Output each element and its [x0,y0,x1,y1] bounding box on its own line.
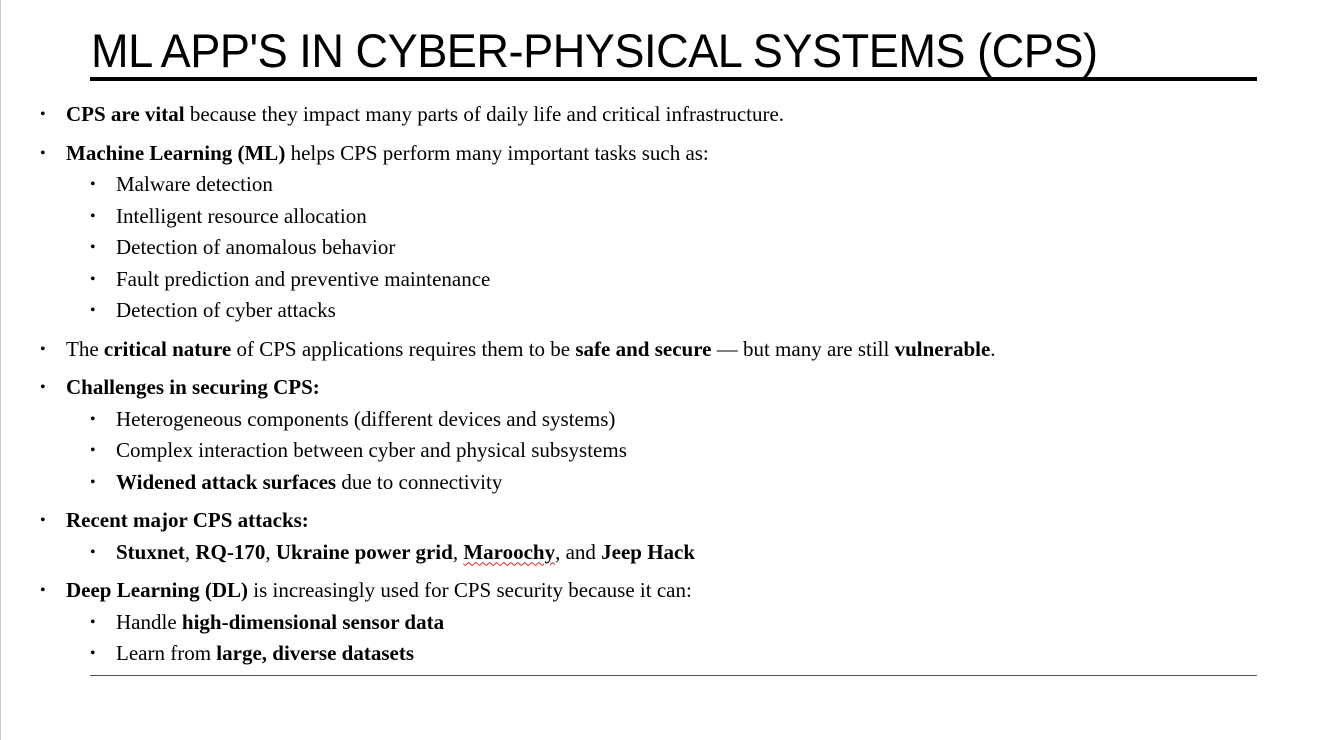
bold-text: Ukraine power grid [275,539,453,564]
bullet-item [40,372,1280,404]
bold-text: CPS are vital [66,102,185,126]
bullet-item [40,334,1280,366]
text-run: , [265,539,276,564]
text-run: Fault prediction and preventive maintenance [116,266,491,291]
sub-bullet-item [40,537,1280,569]
bullet-marker: • [40,144,46,162]
text-run: . [990,336,996,361]
text-run: is increasingly used for CPS security because it can: [248,578,692,602]
text-run: , [452,539,464,564]
bullet-item [40,575,1280,607]
bullet-marker: • [90,207,96,225]
bold-text: Jeep Hack [601,539,696,564]
text-run: Complex interaction between cyber and physical subsystems [116,438,627,462]
bullet-marker: • [40,106,46,123]
text-run: Intelligent resource allocation [116,203,367,228]
sub-bullet-item [40,232,1280,264]
text-run: because they impact many parts of daily life and critical infrastructure. [184,102,785,126]
text-run: — but many are still [711,336,895,361]
bullet-marker: • [90,239,96,256]
bullet-marker: • [40,379,46,396]
bold-text: vulnerable [894,336,991,361]
bullet-marker: • [90,543,96,561]
bold-text: Challenges in securing CPS: [66,375,320,399]
sub-bullet-item [40,295,1280,327]
bold-text: RQ-170 [195,539,266,564]
bullet-marker: • [40,582,46,599]
bullet-item [40,99,1280,131]
bullet-marker: • [40,512,46,529]
text-run: Detection of cyber attacks [116,298,336,322]
bullet-item [40,505,1280,537]
text-run: of CPS applications requires them to be [231,336,576,361]
sub-bullet-item [40,404,1280,436]
text-run: , [184,539,196,564]
text-run: Heterogeneous components (different devices and systems) [116,406,616,431]
sub-bullet-item [40,169,1280,201]
bottom-divider [90,675,1257,676]
sub-bullet-item [40,607,1280,639]
sub-bullet-item [40,201,1280,233]
bold-text: Stuxnet [116,539,185,564]
text-run: , and [555,539,602,564]
text-run: Detection of anomalous behavior [116,235,396,259]
bold-text: Deep Learning (DL) [66,578,248,602]
bullet-marker: • [90,270,96,288]
bullet-marker: • [90,645,96,662]
bullet-marker: • [90,442,96,459]
text-run: helps CPS perform many important tasks such as: [285,140,709,165]
bold-text: critical nature [103,336,232,361]
bold-text: large, diverse datasets [216,641,415,665]
bullet-marker: • [90,302,96,319]
sub-bullet-item [40,264,1280,296]
bullet-list [40,99,1280,670]
sub-bullet-item [40,467,1280,499]
bold-text: Maroochy [463,539,556,564]
text-run: Handle [116,609,182,634]
text-run: Malware detection [116,172,273,196]
bullet-item [40,138,1280,170]
bold-text: safe and secure [575,336,712,361]
bullet-marker: • [40,340,46,358]
slide-left-border [0,0,1,740]
slide-title: ML APP'S IN CYBER-PHYSICAL SYSTEMS (CPS) [91,24,1098,77]
sub-bullet-item [40,638,1280,670]
bullet-marker: • [90,613,96,631]
bold-text: high-dimensional sensor data [181,609,445,634]
bullet-marker: • [90,176,96,193]
text-run: The [66,336,104,361]
text-run: Learn from [116,641,217,665]
sub-bullet-item [40,435,1280,467]
bold-text: Widened attack surfaces [116,469,337,494]
bold-text: Recent major CPS attacks: [66,508,309,532]
bullet-marker: • [90,473,96,491]
bullet-marker: • [90,410,96,428]
text-run: due to connectivity [336,469,503,494]
title-underline [90,77,1257,81]
bold-text: Machine Learning (ML) [66,140,286,165]
